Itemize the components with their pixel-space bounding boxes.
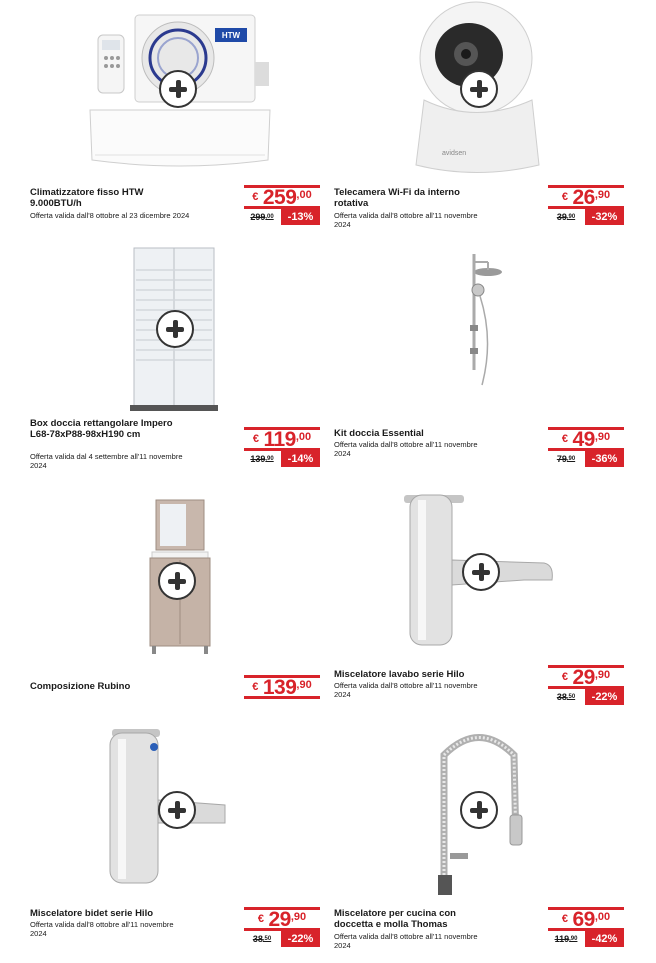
discount-badge: -36%: [585, 451, 624, 467]
discount-badge: -42%: [585, 931, 624, 947]
plus-icon[interactable]: [156, 310, 194, 348]
discount-badge: -22%: [281, 931, 320, 947]
price-box: [548, 185, 624, 231]
product-card-miscelatore-bidet[interactable]: [30, 725, 330, 955]
product-title: Climatizzatore fisso HTW 9.000BTU/h: [30, 187, 144, 209]
brand-logo: HTW: [221, 31, 241, 40]
old-price: $38^{,50}$: [556, 692, 576, 702]
current-price: € $119^{,00}$: [244, 427, 320, 451]
product-card-miscelatore-lavabo[interactable]: [334, 485, 634, 715]
discount-badge: -13%: [281, 209, 320, 225]
offer-validity: Offerta valida dal 4 settembre all'11 novembre 2024: [30, 452, 183, 470]
product-card-box-doccia[interactable]: [30, 240, 330, 470]
product-image-climatizzatore: [30, 0, 330, 180]
offer-validity: Offerta valida dall'8 ottobre all'11 novembre 2024: [334, 440, 478, 458]
price-box: [244, 907, 320, 953]
price-box: [244, 185, 320, 231]
offer-validity: Offerta valida dall'8 ottobre all'11 novembre 2024: [334, 932, 478, 950]
product-card-climatizzatore[interactable]: [30, 0, 330, 230]
product-title: Box doccia rettangolare Impero L68-78xP88-98xH190 cm: [30, 418, 173, 440]
price-box: [548, 665, 624, 711]
offer-validity: Offerta valida dall'8 ottobre al 23 dicembre 2024: [30, 211, 190, 220]
plus-icon[interactable]: [158, 791, 196, 829]
product-image-kit-doccia: [334, 240, 634, 420]
offer-validity: Offerta valida dall'8 ottobre all'11 novembre 2024: [30, 920, 174, 938]
price-box: [244, 675, 320, 721]
discount-badge: -22%: [585, 689, 624, 705]
product-image-telecamera: [334, 0, 634, 180]
current-price: € $29^{,90}$: [244, 907, 320, 931]
product-title: Kit doccia Essential: [334, 428, 424, 439]
offer-validity: Offerta valida dall'8 ottobre all'11 novembre 2024: [334, 211, 478, 229]
old-price: $79^{,90}$: [556, 454, 576, 464]
product-title: Miscelatore bidet serie Hilo: [30, 908, 154, 919]
current-price: € $49^{,90}$: [548, 427, 624, 451]
old-price: $139^{,90}$: [250, 454, 274, 464]
product-image-miscelatore-cucina: [334, 725, 634, 905]
discount-badge: -32%: [585, 209, 624, 225]
product-card-telecamera[interactable]: [334, 0, 634, 230]
product-title: Miscelatore per cucina con doccetta e molla Thomas: [334, 908, 456, 930]
product-image-miscelatore-bidet: [30, 725, 330, 905]
product-image-box-doccia: [30, 240, 330, 420]
old-price: $38^{,50}$: [252, 934, 272, 944]
product-title: Composizione Rubino: [30, 681, 131, 692]
brand-logo: avidsen: [442, 150, 467, 157]
old-price: $119^{,90}$: [554, 934, 578, 944]
offer-validity: Offerta valida dall'8 ottobre all'11 novembre 2024: [334, 681, 478, 699]
product-title: Miscelatore lavabo serie Hilo: [334, 669, 465, 680]
price-box: [548, 427, 624, 473]
current-price: € $69^{,00}$: [548, 907, 624, 931]
product-card-miscelatore-cucina[interactable]: [334, 725, 634, 955]
product-image-composizione-rubino: [30, 490, 330, 670]
plus-icon[interactable]: [462, 553, 500, 591]
price-box: [548, 907, 624, 953]
plus-icon[interactable]: [460, 791, 498, 829]
plus-icon[interactable]: [159, 70, 197, 108]
product-image-miscelatore-lavabo: [334, 485, 634, 665]
plus-icon[interactable]: [460, 70, 498, 108]
old-price: $39^{,90}$: [556, 212, 576, 222]
product-title: Telecamera Wi-Fi da interno rotativa: [334, 187, 460, 209]
plus-icon[interactable]: [158, 562, 196, 600]
current-price: € $29^{,90}$: [548, 665, 624, 689]
old-price: $299^{,00}$: [250, 212, 274, 222]
product-card-composizione-rubino[interactable]: [30, 490, 330, 720]
current-price: € $259^{,00}$: [244, 185, 320, 209]
price-box: [244, 427, 320, 473]
discount-badge: -14%: [281, 451, 320, 467]
current-price: € $139^{,90}$: [244, 675, 320, 699]
product-card-kit-doccia[interactable]: [334, 240, 634, 470]
current-price: € $26^{,90}$: [548, 185, 624, 209]
